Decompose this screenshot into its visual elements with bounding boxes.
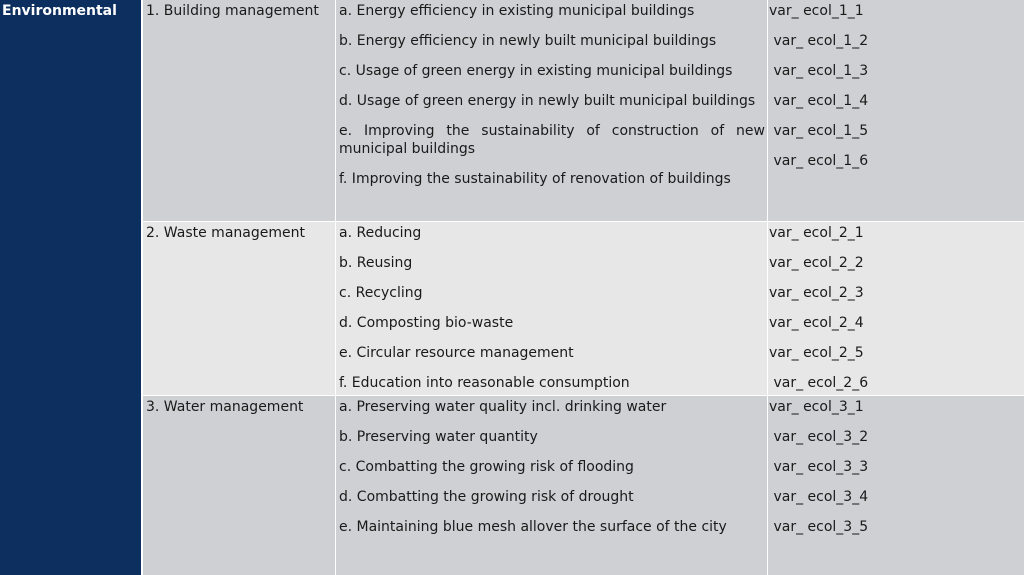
list-item: b. Preserving water quantity — [339, 429, 538, 445]
variable-code: var_ ecol_2_4 — [769, 315, 864, 331]
variable-code: var_ ecol_2_5 — [769, 345, 864, 361]
items-cell — [336, 222, 768, 395]
list-item: a. Preserving water quality incl. drinking water — [339, 399, 667, 415]
variable-code: var_ ecol_2_2 — [769, 255, 864, 271]
topic-cell — [143, 0, 336, 221]
variable-code: var_ ecol_3_1 — [769, 399, 864, 415]
table-row — [143, 0, 1024, 222]
variable-code: var_ ecol_1_5 — [769, 123, 869, 139]
variable-code: var_ ecol_1_4 — [769, 93, 869, 109]
topic-cell — [143, 396, 336, 575]
variable-code: var_ ecol_1_1 — [769, 3, 864, 19]
list-item: f. Improving the sustainability of renovation of buildings — [339, 171, 731, 187]
table-row — [143, 222, 1024, 396]
items-cell — [336, 0, 768, 221]
list-item: e. Circular resource management — [339, 345, 574, 361]
list-item: d. Combatting the growing risk of drought — [339, 489, 634, 505]
list-item: d. Usage of green energy in newly built municipal buildings — [339, 93, 756, 109]
list-item: b. Energy efficiency in newly built municipal buildings — [339, 33, 717, 49]
vars-cell — [768, 396, 1024, 575]
variable-code: var_ ecol_1_2 — [769, 33, 869, 49]
topic-label: 2. Waste management — [146, 225, 305, 241]
topic-label: 3. Water management — [146, 399, 304, 415]
table-row — [143, 396, 1024, 575]
variable-code: var_ ecol_3_4 — [769, 489, 869, 505]
category-label: Environmental — [2, 3, 117, 19]
variable-code: var_ ecol_2_3 — [769, 285, 864, 301]
variable-code: var_ ecol_3_5 — [769, 519, 869, 535]
list-item: b. Reusing — [339, 255, 413, 271]
list-item: c. Recycling — [339, 285, 423, 301]
category-cell — [0, 0, 142, 575]
variable-code: var_ ecol_1_3 — [769, 63, 869, 79]
variable-code: var_ ecol_3_2 — [769, 429, 869, 445]
list-item: c. Combatting the growing risk of flooding — [339, 459, 634, 475]
list-item: e. Maintaining blue mesh allover the surface of the city — [339, 519, 727, 535]
variable-code: var_ ecol_3_3 — [769, 459, 869, 475]
items-cell — [336, 396, 768, 575]
variable-code: var_ ecol_1_6 — [769, 153, 869, 169]
list-item: f. Education into reasonable consumption — [339, 375, 630, 391]
topic-label: 1. Building management — [146, 3, 319, 19]
vars-cell — [768, 222, 1024, 395]
list-item: d. Composting bio-waste — [339, 315, 514, 331]
topic-cell — [143, 222, 336, 395]
list-item: a. Energy efficiency in existing municipal buildings — [339, 3, 695, 19]
variable-code: var_ ecol_2_6 — [769, 375, 869, 391]
list-item: e. Improving the sustainability of construction of new municipal buildings — [339, 123, 765, 157]
list-item: c. Usage of green energy in existing municipal buildings — [339, 63, 733, 79]
list-item: a. Reducing — [339, 225, 422, 241]
vars-cell — [768, 0, 1024, 221]
variable-code: var_ ecol_2_1 — [769, 225, 864, 241]
